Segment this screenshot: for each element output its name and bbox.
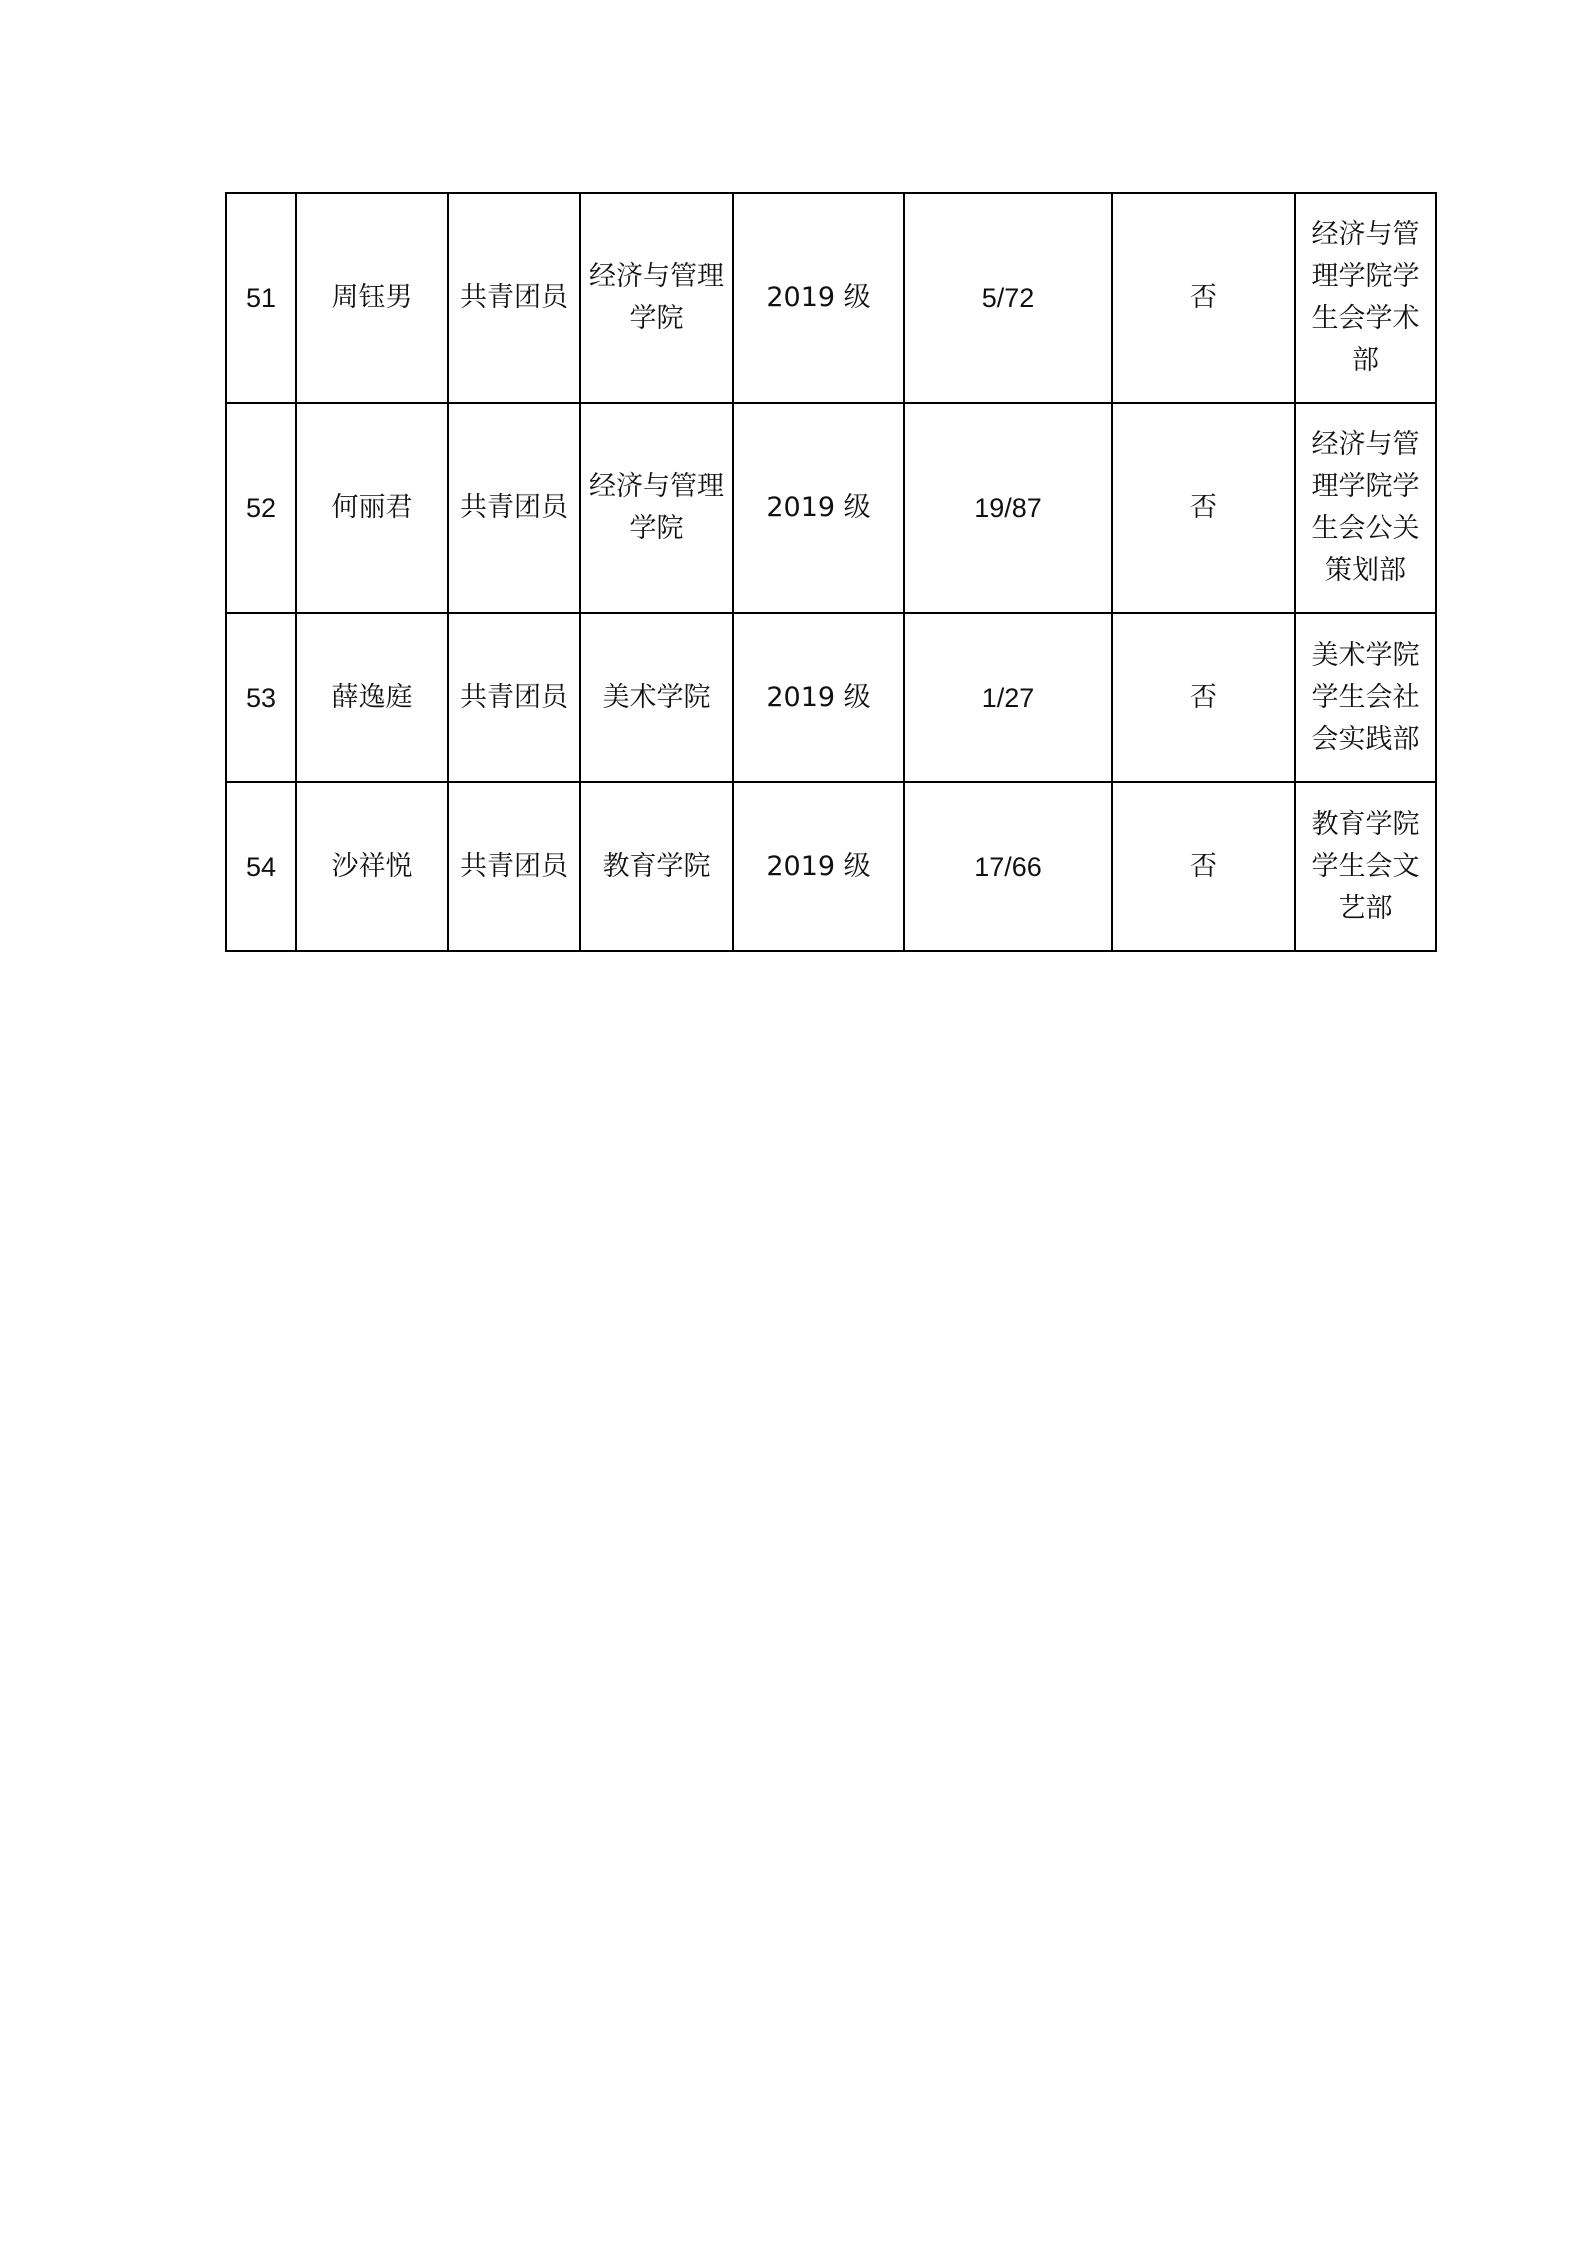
rank: 19/87 (904, 403, 1112, 613)
college: 经济与管理学院 (580, 403, 733, 613)
rank: 17/66 (904, 782, 1112, 951)
grade: 2019 级 (733, 193, 904, 403)
college: 美术学院 (580, 613, 733, 782)
row-index: 53 (226, 613, 296, 782)
flag: 否 (1112, 193, 1295, 403)
row-index: 54 (226, 782, 296, 951)
college: 教育学院 (580, 782, 733, 951)
department: 教育学院学生会文艺部 (1295, 782, 1436, 951)
student-roster-table (225, 192, 1437, 952)
political-status: 共青团员 (448, 403, 580, 613)
student-name: 薛逸庭 (296, 613, 448, 782)
political-status: 共青团员 (448, 613, 580, 782)
flag: 否 (1112, 613, 1295, 782)
student-name: 何丽君 (296, 403, 448, 613)
department: 美术学院学生会社会实践部 (1295, 613, 1436, 782)
grade: 2019 级 (733, 403, 904, 613)
rank: 1/27 (904, 613, 1112, 782)
table-row (226, 403, 1436, 613)
department: 经济与管理学院学生会学术部 (1295, 193, 1436, 403)
row-index: 51 (226, 193, 296, 403)
flag: 否 (1112, 403, 1295, 613)
student-name: 沙祥悦 (296, 782, 448, 951)
political-status: 共青团员 (448, 193, 580, 403)
flag: 否 (1112, 782, 1295, 951)
rank: 5/72 (904, 193, 1112, 403)
college: 经济与管理学院 (580, 193, 733, 403)
student-name: 周钰男 (296, 193, 448, 403)
grade: 2019 级 (733, 613, 904, 782)
political-status: 共青团员 (448, 782, 580, 951)
table-row (226, 193, 1436, 403)
department: 经济与管理学院学生会公关策划部 (1295, 403, 1436, 613)
grade: 2019 级 (733, 782, 904, 951)
table-row (226, 613, 1436, 782)
table-row (226, 782, 1436, 951)
row-index: 52 (226, 403, 296, 613)
